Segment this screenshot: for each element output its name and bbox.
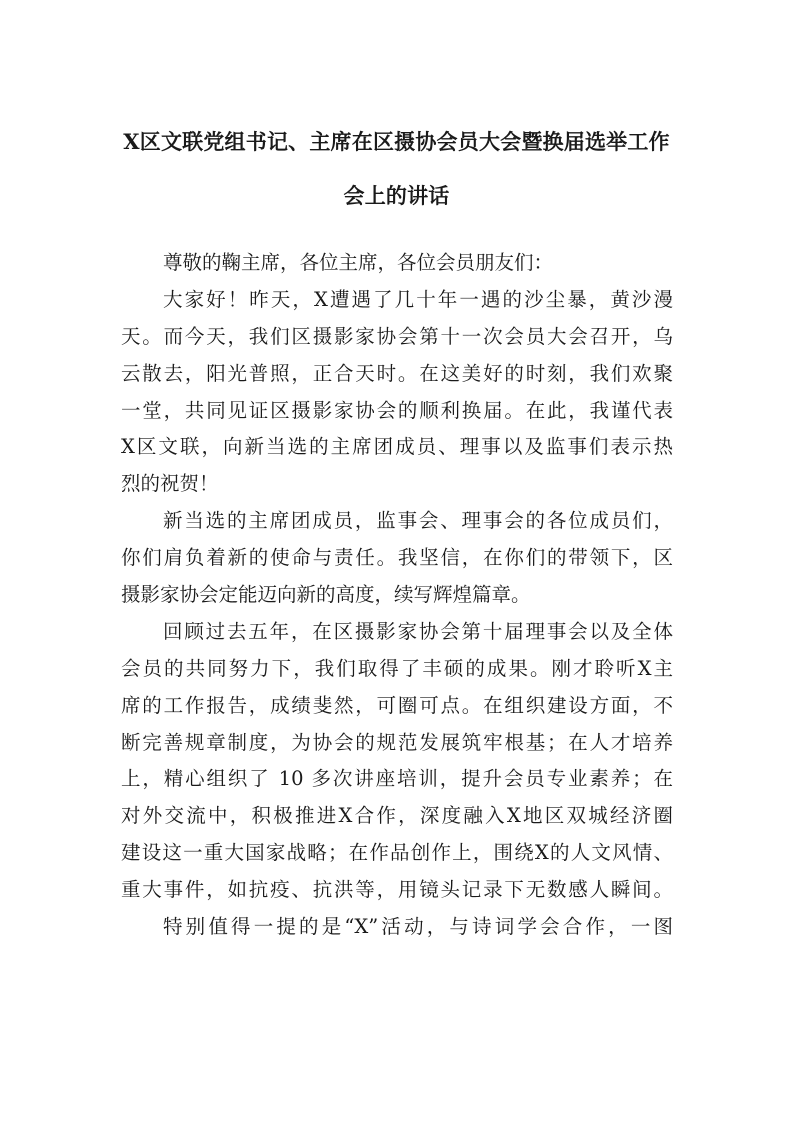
body-text-line: 会员的共同努力下，我们取得了丰硕的成果。刚才聆听X主: [121, 656, 673, 680]
body-text-line: 特别值得一提的是“X”活动，与诗词学会合作，一图: [163, 915, 673, 939]
body-text-line: 你们肩负着新的使命与责任。我坚信，在你们的带领下，区: [121, 546, 673, 570]
body-text-line: 建设这一重大国家战略；在作品创作上，围绕X的人文风情、: [121, 841, 673, 865]
body-text-line: 大家好！昨天，X遭遇了几十年一遇的沙尘暴，黄沙漫: [163, 287, 673, 311]
body-text-line: 新当选的主席团成员，监事会、理事会的各位成员们，: [163, 509, 673, 533]
body-text-line: 对外交流中，积极推进X合作，深度融入X地区双城经济圈: [121, 804, 673, 828]
document-title-line-2: 会上的讲话: [343, 183, 450, 208]
body-text-line: X区文联，向新当选的主席团成员、理事以及监事们表示热: [121, 435, 673, 459]
body-text-line: 云散去，阳光普照，正合天时。在这美好的时刻，我们欢聚: [121, 361, 673, 385]
body-text-line: 上，精心组织了 10 多次讲座培训，提升会员专业素养；在: [121, 767, 673, 791]
body-text-line: 摄影家协会定能迈向新的高度，续写辉煌篇章。: [121, 583, 531, 607]
body-text-line: 烈的祝贺！: [121, 472, 219, 496]
body-text-line: 席的工作报告，成绩斐然，可圈可点。在组织建设方面，不: [121, 693, 673, 717]
body-text-line: 尊敬的鞠主席，各位主席，各位会员朋友们：: [163, 251, 554, 274]
document-body: [121, 245, 673, 946]
body-text-line: 断完善规章制度，为协会的规范发展筑牢根基；在人才培养: [121, 730, 673, 754]
body-text-line: 重大事件，如抗疫、抗洪等，用镜头记录下无数感人瞬间。: [121, 878, 673, 902]
body-text-line: 天。而今天，我们区摄影家协会第十一次会员大会召开，乌: [121, 324, 673, 348]
document-title-line-1: X区文联党组书记、主席在区摄协会员大会暨换届选举工作: [123, 129, 670, 154]
body-text-line: 回顾过去五年，在区摄影家协会第十届理事会以及全体: [163, 619, 673, 643]
body-text-line: 一堂，共同见证区摄影家协会的顺利换届。在此，我谨代表: [121, 398, 673, 422]
